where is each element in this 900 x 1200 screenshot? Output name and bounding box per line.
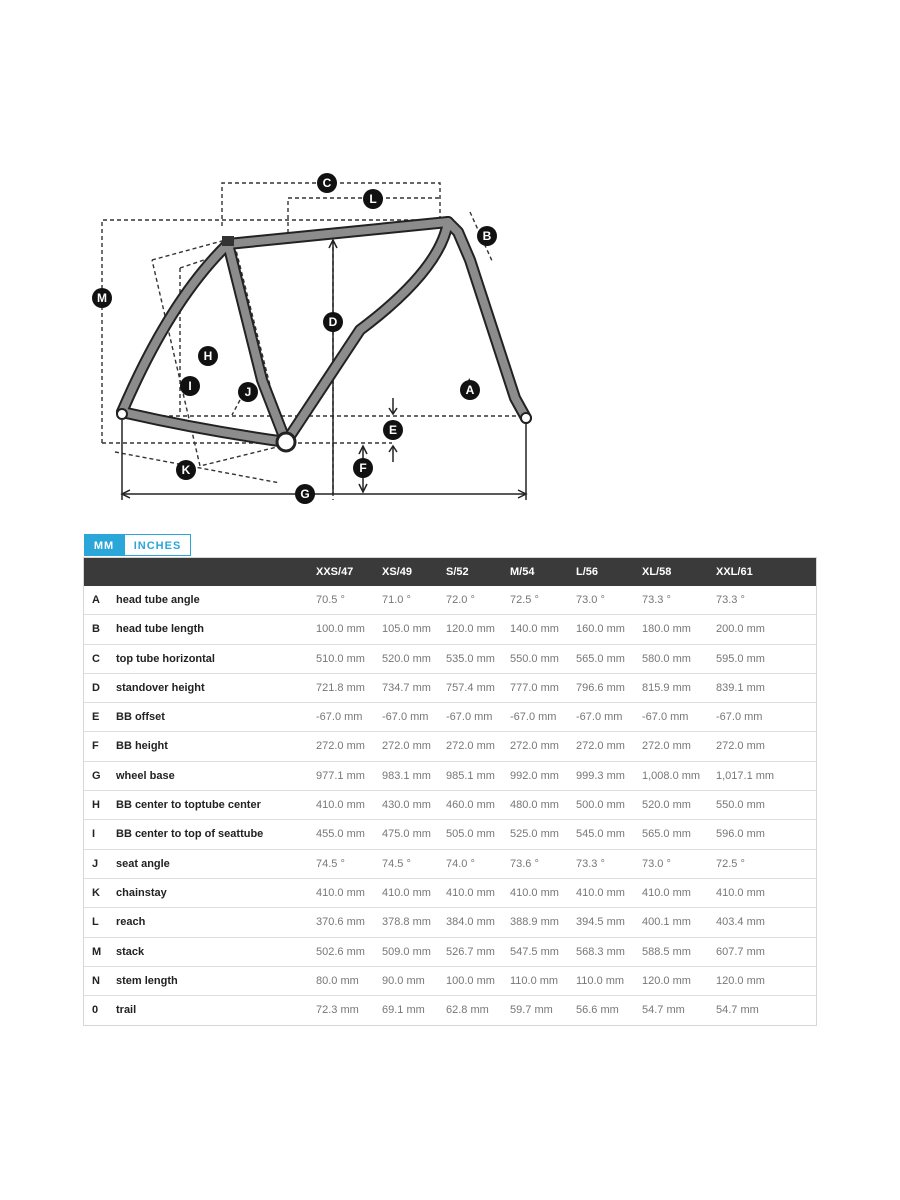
row-value: 72.5 ° xyxy=(716,857,745,870)
row-value: 73.3 ° xyxy=(642,594,671,606)
row-value: 607.7 mm xyxy=(716,945,765,958)
row-value: 510.0 mm xyxy=(316,652,365,665)
row-value: 72.3 mm xyxy=(316,1004,359,1017)
row-value: 500.0 mm xyxy=(576,799,625,812)
row-value: 272.0 mm xyxy=(316,740,365,753)
row-letter: H xyxy=(92,799,100,812)
row-value: 120.0 mm xyxy=(446,623,495,636)
row-name: wheel base xyxy=(116,769,175,782)
row-name: BB center to toptube center xyxy=(116,799,261,812)
size-header: M/54 xyxy=(510,566,535,578)
row-value: 565.0 mm xyxy=(576,652,625,665)
row-value: 509.0 mm xyxy=(382,945,431,958)
row-value: 74.5 ° xyxy=(316,857,345,870)
row-letter: C xyxy=(92,652,100,665)
row-value: 73.3 ° xyxy=(716,594,745,606)
row-letter: L xyxy=(92,916,99,929)
marker-b xyxy=(477,226,497,246)
row-letter: A xyxy=(92,594,100,606)
row-value: 547.5 mm xyxy=(510,945,559,958)
row-value: 200.0 mm xyxy=(716,623,765,636)
row-value: 140.0 mm xyxy=(510,623,559,636)
row-value: -67.0 mm xyxy=(716,711,763,724)
row-value: 410.0 mm xyxy=(510,886,559,899)
svg-text:L: L xyxy=(369,192,377,206)
row-letter: E xyxy=(92,711,100,724)
table-row xyxy=(84,645,816,674)
row-value: -67.0 mm xyxy=(510,711,557,724)
table-row xyxy=(84,879,816,908)
size-header: XXS/47 xyxy=(316,566,354,578)
row-value: 100.0 mm xyxy=(446,974,495,987)
row-value: 565.0 mm xyxy=(642,828,691,841)
row-letter: M xyxy=(92,945,102,958)
marker-h xyxy=(198,346,218,366)
row-value: 410.0 mm xyxy=(316,799,365,812)
table-row xyxy=(84,674,816,703)
row-letter: K xyxy=(92,886,100,899)
row-name: BB center to top of seattube xyxy=(116,828,264,841)
marker-c xyxy=(317,173,337,193)
svg-text:J: J xyxy=(244,385,252,399)
row-name: seat angle xyxy=(116,857,170,870)
svg-text:B: B xyxy=(482,229,492,243)
svg-text:I: I xyxy=(188,379,192,393)
row-value: 56.6 mm xyxy=(576,1004,619,1017)
row-letter: G xyxy=(92,769,101,782)
row-value: 384.0 mm xyxy=(446,916,495,929)
row-value: 985.1 mm xyxy=(446,769,495,782)
table-row xyxy=(84,732,816,761)
row-name: stack xyxy=(116,945,145,958)
row-name: trail xyxy=(116,1004,137,1017)
marker-g xyxy=(295,484,315,504)
svg-text:M: M xyxy=(97,291,107,305)
row-value: 480.0 mm xyxy=(510,799,559,812)
table-row xyxy=(84,938,816,967)
unit-inches-button[interactable]: INCHES xyxy=(124,534,191,556)
row-value: 272.0 mm xyxy=(446,740,495,753)
marker-k xyxy=(176,460,196,480)
size-header: L/56 xyxy=(576,566,599,578)
row-name: head tube length xyxy=(116,623,204,636)
row-value: 54.7 mm xyxy=(642,1004,685,1017)
svg-text:D: D xyxy=(328,315,338,329)
svg-text:A: A xyxy=(465,383,475,397)
row-value: 120.0 mm xyxy=(642,974,691,987)
row-value: 272.0 mm xyxy=(576,740,625,753)
row-value: 80.0 mm xyxy=(316,974,359,987)
row-value: 69.1 mm xyxy=(382,1004,425,1017)
table-row xyxy=(84,762,816,791)
size-header: XXL/61 xyxy=(716,566,753,578)
row-name: reach xyxy=(116,916,146,929)
row-value: 120.0 mm xyxy=(716,974,765,987)
row-value: 430.0 mm xyxy=(382,799,431,812)
row-value: 410.0 mm xyxy=(446,886,495,899)
row-value: 74.0 ° xyxy=(446,857,475,870)
row-value: 73.3 ° xyxy=(576,857,605,870)
row-letter: 0 xyxy=(92,1004,99,1017)
row-value: 110.0 mm xyxy=(510,974,559,987)
row-value: 502.6 mm xyxy=(316,945,365,958)
row-value: -67.0 mm xyxy=(316,711,363,724)
row-value: 59.7 mm xyxy=(510,1004,553,1017)
row-value: 62.8 mm xyxy=(446,1004,489,1017)
row-name: stem length xyxy=(116,974,178,987)
row-value: 394.5 mm xyxy=(576,916,625,929)
row-value: 73.6 ° xyxy=(510,857,539,870)
size-header: S/52 xyxy=(446,566,469,578)
marker-i xyxy=(180,376,200,396)
seatpost-stub xyxy=(222,236,234,246)
row-value: 72.5 ° xyxy=(510,594,539,606)
row-value: 70.5 ° xyxy=(316,594,345,606)
row-value: 520.0 mm xyxy=(382,652,431,665)
table-body xyxy=(84,586,816,1024)
row-value: 410.0 mm xyxy=(642,886,691,899)
row-letter: N xyxy=(92,974,100,987)
row-value: 272.0 mm xyxy=(716,740,765,753)
row-value: 400.1 mm xyxy=(642,916,691,929)
row-value: 410.0 mm xyxy=(716,886,765,899)
svg-text:G: G xyxy=(300,487,310,501)
svg-text:E: E xyxy=(388,423,398,437)
row-value: 73.0 ° xyxy=(576,594,605,606)
size-header: XS/49 xyxy=(382,566,412,578)
row-value: 72.0 ° xyxy=(446,594,475,606)
row-value: 110.0 mm xyxy=(576,974,625,987)
row-value: 1,008.0 mm xyxy=(642,769,701,782)
row-value: 999.3 mm xyxy=(576,769,625,782)
marker-e xyxy=(383,420,403,440)
table-row xyxy=(84,791,816,820)
table-row xyxy=(84,908,816,937)
table-row xyxy=(84,703,816,732)
row-letter: J xyxy=(92,857,99,870)
row-value: 596.0 mm xyxy=(716,828,765,841)
table-row xyxy=(84,820,816,849)
marker-j xyxy=(238,382,258,402)
row-value: 777.0 mm xyxy=(510,681,559,694)
row-value: 475.0 mm xyxy=(382,828,431,841)
row-value: 734.7 mm xyxy=(382,681,431,694)
row-value: 272.0 mm xyxy=(382,740,431,753)
row-value: 180.0 mm xyxy=(642,623,691,636)
row-value: 977.1 mm xyxy=(316,769,365,782)
row-value: 721.8 mm xyxy=(316,681,365,694)
row-value: 160.0 mm xyxy=(576,623,625,636)
row-value: 839.1 mm xyxy=(716,681,765,694)
row-value: 90.0 mm xyxy=(382,974,425,987)
row-value: 100.0 mm xyxy=(316,623,365,636)
row-value: 595.0 mm xyxy=(716,652,765,665)
row-value: 588.5 mm xyxy=(642,945,691,958)
unit-toggle xyxy=(84,534,191,556)
bottom-bracket xyxy=(277,433,295,451)
rear-dropout xyxy=(117,409,127,419)
row-letter: I xyxy=(92,828,96,841)
row-value: 410.0 mm xyxy=(316,886,365,899)
row-value: 54.7 mm xyxy=(716,1004,759,1017)
svg-text:H: H xyxy=(203,349,213,363)
row-name: chainstay xyxy=(116,886,167,899)
row-value: 568.3 mm xyxy=(576,945,625,958)
marker-f xyxy=(353,458,373,478)
geometry-table xyxy=(83,557,817,1026)
front-dropout xyxy=(521,413,531,423)
svg-text:C: C xyxy=(322,176,332,190)
row-name: BB height xyxy=(116,740,168,753)
row-value: 74.5 ° xyxy=(382,857,411,870)
row-value: 505.0 mm xyxy=(446,828,495,841)
row-value: 455.0 mm xyxy=(316,828,365,841)
table-row xyxy=(84,615,816,644)
row-value: 410.0 mm xyxy=(576,886,625,899)
size-header: XL/58 xyxy=(642,566,672,578)
row-value: 525.0 mm xyxy=(510,828,559,841)
marker-a xyxy=(460,380,480,400)
table-row xyxy=(84,996,816,1024)
row-value: -67.0 mm xyxy=(446,711,493,724)
table-header xyxy=(84,558,816,586)
row-value: 992.0 mm xyxy=(510,769,559,782)
table-row xyxy=(84,850,816,879)
row-value: 545.0 mm xyxy=(576,828,625,841)
row-value: -67.0 mm xyxy=(576,711,623,724)
unit-mm-button[interactable]: MM xyxy=(84,534,124,556)
row-value: 550.0 mm xyxy=(510,652,559,665)
row-value: 580.0 mm xyxy=(642,652,691,665)
row-value: 370.6 mm xyxy=(316,916,365,929)
row-letter: D xyxy=(92,681,100,694)
row-value: 815.9 mm xyxy=(642,681,691,694)
row-value: -67.0 mm xyxy=(642,711,689,724)
svg-text:F: F xyxy=(359,461,367,475)
row-value: 983.1 mm xyxy=(382,769,431,782)
row-value: 526.7 mm xyxy=(446,945,495,958)
row-value: 1,017.1 mm xyxy=(716,769,775,782)
row-name: top tube horizontal xyxy=(116,652,215,665)
row-name: standover height xyxy=(116,681,205,694)
row-value: 73.0 ° xyxy=(642,857,671,870)
row-value: 403.4 mm xyxy=(716,916,765,929)
row-value: 388.9 mm xyxy=(510,916,559,929)
svg-text:K: K xyxy=(181,463,191,477)
row-value: 272.0 mm xyxy=(510,740,559,753)
row-value: 410.0 mm xyxy=(382,886,431,899)
table-row xyxy=(84,586,816,615)
row-value: 105.0 mm xyxy=(382,623,431,636)
row-letter: B xyxy=(92,623,100,636)
row-value: 378.8 mm xyxy=(382,916,431,929)
row-value: 535.0 mm xyxy=(446,652,495,665)
marker-m xyxy=(92,288,112,308)
row-value: 550.0 mm xyxy=(716,799,765,812)
marker-d xyxy=(323,312,343,332)
table-row xyxy=(84,967,816,996)
row-name: BB offset xyxy=(116,711,165,724)
row-value: 272.0 mm xyxy=(642,740,691,753)
row-value: 796.6 mm xyxy=(576,681,625,694)
marker-l xyxy=(363,189,383,209)
row-value: 757.4 mm xyxy=(446,681,495,694)
row-value: 520.0 mm xyxy=(642,799,691,812)
row-value: 71.0 ° xyxy=(382,594,411,606)
bike-geometry-diagram xyxy=(0,0,900,520)
row-value: -67.0 mm xyxy=(382,711,429,724)
row-value: 460.0 mm xyxy=(446,799,495,812)
row-letter: F xyxy=(92,740,99,753)
row-name: head tube angle xyxy=(116,594,200,606)
